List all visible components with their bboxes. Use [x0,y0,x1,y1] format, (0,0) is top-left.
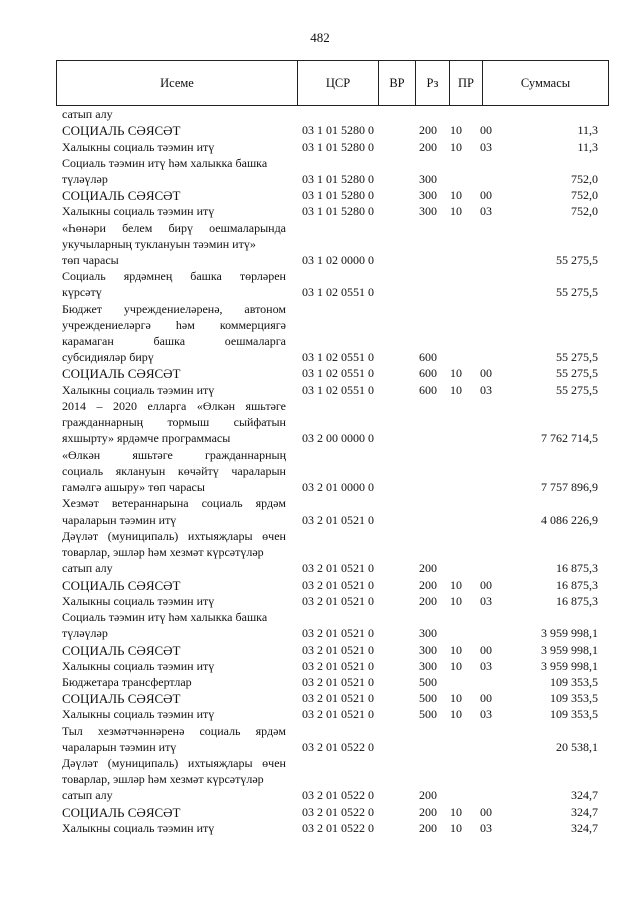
row-sum: 109 353,5 [550,691,598,705]
row-name: «Өлкән яшьтәге гражданнарның [62,448,286,462]
row-vr: 200 [419,140,437,154]
row-name: Халыкны социаль тәэмин итү [62,204,215,218]
row-name: Бюджет учреждениеләренә, автоном [62,302,286,316]
row-name: сатып алу [62,107,113,121]
row-name: төп чарасы [62,253,119,267]
row-name: күрсәтү [62,285,102,299]
row-sum: 16 875,3 [556,578,598,592]
table-row [0,513,640,528]
row-name: Социаль тәэмин итү һәм халыкка башка [62,156,268,170]
row-pr: 00 [480,578,492,592]
row-rz: 10 [450,821,462,835]
row-sum: 109 353,5 [550,707,598,721]
row-vr: 600 [419,350,437,364]
row-name: СОЦИАЛЬ СӘЯСӘТ [62,691,181,706]
table-row [0,740,640,755]
row-csr: 03 1 02 0551 0 [302,383,374,397]
row-name: «Һөнәри белем бирү оешмаларында [62,221,286,235]
table-row [0,772,640,787]
row-sum: 11,3 [577,140,598,154]
table-row [0,107,640,122]
row-csr: 03 2 01 0521 0 [302,643,374,657]
row-name: Халыкны социаль тәэмин итү [62,659,215,673]
row-pr: 00 [480,805,492,819]
row-pr: 03 [480,204,492,218]
table-row [0,366,640,381]
table-row [0,204,640,219]
table-row [0,578,640,593]
row-vr: 500 [419,707,437,721]
row-name: гамәлгә ашыру» төп чарасы [62,480,205,494]
row-name: субсидияләр бирү [62,350,154,364]
row-name: СОЦИАЛЬ СӘЯСӘТ [62,578,181,593]
row-vr: 300 [419,659,437,673]
table-row [0,285,640,300]
row-vr: 200 [419,821,437,835]
row-csr: 03 2 01 0521 0 [302,691,374,705]
table-row [0,269,640,284]
row-pr: 03 [480,707,492,721]
table-row [0,545,640,560]
row-vr: 300 [419,188,437,202]
row-pr: 03 [480,383,492,397]
row-sum: 324,7 [571,788,598,802]
row-pr: 00 [480,188,492,202]
row-name: сатып алу [62,561,113,575]
row-name: сатып алу [62,788,113,802]
row-name: СОЦИАЛЬ СӘЯСӘТ [62,805,181,820]
table-row [0,350,640,365]
row-name: Дәүләт (муниципаль) ихтыяҗлары өчен [62,529,286,543]
row-name: Тыл хезмәтчәннәренә социаль ярдәм [62,724,286,738]
row-pr: 03 [480,594,492,608]
row-name: чараларын тәэмин итү [62,740,177,754]
table-row [0,399,640,414]
row-csr: 03 2 01 0521 0 [302,659,374,673]
row-pr: 03 [480,659,492,673]
row-csr: 03 1 02 0000 0 [302,253,374,267]
row-rz: 10 [450,594,462,608]
table-row [0,318,640,333]
row-rz: 10 [450,383,462,397]
table-row [0,221,640,236]
header-name: Исеме [160,75,194,90]
row-csr: 03 2 00 0000 0 [302,431,374,445]
table-row [0,431,640,446]
row-vr: 500 [419,691,437,705]
row-csr: 03 2 01 0522 0 [302,805,374,819]
row-vr: 600 [419,383,437,397]
row-sum: 16 875,3 [556,561,598,575]
row-csr: 03 2 01 0522 0 [302,740,374,754]
row-name: СОЦИАЛЬ СӘЯСӘТ [62,123,181,138]
header-pr: ПР [449,61,482,105]
row-csr: 03 2 01 0522 0 [302,788,374,802]
row-csr: 03 2 01 0521 0 [302,578,374,592]
row-vr: 200 [419,805,437,819]
row-sum: 324,7 [571,805,598,819]
row-sum: 3 959 998,1 [541,626,598,640]
page-number: 482 [310,30,330,45]
table-row [0,529,640,544]
row-sum: 3 959 998,1 [541,659,598,673]
row-sum: 109 353,5 [550,675,598,689]
table-row [0,415,640,430]
table-row [0,237,640,252]
row-csr: 03 1 01 5280 0 [302,188,374,202]
table-row [0,561,640,576]
row-csr: 03 2 01 0000 0 [302,480,374,494]
table-row [0,707,640,722]
row-sum: 11,3 [577,123,598,137]
row-pr: 03 [480,140,492,154]
row-pr: 00 [480,123,492,137]
table-row [0,805,640,820]
row-csr: 03 2 01 0521 0 [302,513,374,527]
row-name: Халыкны социаль тәэмин итү [62,383,215,397]
row-csr: 03 1 02 0551 0 [302,366,374,380]
header-rz: Рз [415,61,449,105]
row-sum: 55 275,5 [556,350,598,364]
row-rz: 10 [450,707,462,721]
row-rz: 10 [450,643,462,657]
row-name: Хезмәт ветераннарына социаль ярдәм [62,496,286,510]
row-vr: 200 [419,788,437,802]
row-vr: 500 [419,675,437,689]
table-row [0,659,640,674]
row-vr: 200 [419,561,437,575]
row-name: түләүләр [62,172,108,186]
row-pr: 00 [480,366,492,380]
table-row [0,788,640,803]
row-name: Дәүләт (муниципаль) ихтыяҗлары өчен [62,756,286,770]
table-row [0,675,640,690]
table-row [0,496,640,511]
row-name: Бюджетара трансфертлар [62,675,192,689]
row-name: товарлар, эшләр һәм хезмәт күрсәтүләр [62,772,264,786]
row-vr: 200 [419,123,437,137]
row-sum: 752,0 [571,172,598,186]
table-row [0,156,640,171]
row-sum: 752,0 [571,204,598,218]
table-row [0,464,640,479]
row-rz: 10 [450,578,462,592]
row-vr: 600 [419,366,437,380]
table-row [0,626,640,641]
row-rz: 10 [450,366,462,380]
row-name: Социаль ярдәмнең башка төрләрен [62,269,286,283]
table-row [0,123,640,138]
row-csr: 03 1 01 5280 0 [302,204,374,218]
row-sum: 16 875,3 [556,594,598,608]
row-name: Социаль тәэмин итү һәм халыкка башка [62,610,268,624]
table-row [0,643,640,658]
row-csr: 03 2 01 0521 0 [302,626,374,640]
table-row [0,756,640,771]
table-row [0,448,640,463]
table-row [0,383,640,398]
row-csr: 03 2 01 0522 0 [302,821,374,835]
row-pr: 00 [480,691,492,705]
row-csr: 03 2 01 0521 0 [302,675,374,689]
table-row [0,188,640,203]
row-name: СОЦИАЛЬ СӘЯСӘТ [62,643,181,658]
row-rz: 10 [450,188,462,202]
row-csr: 03 1 01 5280 0 [302,140,374,154]
row-rz: 10 [450,691,462,705]
row-sum: 752,0 [571,188,598,202]
row-pr: 03 [480,821,492,835]
row-sum: 7 762 714,5 [541,431,598,445]
row-name: СОЦИАЛЬ СӘЯСӘТ [62,366,181,381]
table-row [0,691,640,706]
row-vr: 200 [419,594,437,608]
row-name: социаль яклануын көчәйтү чараларын [62,464,286,478]
table-row [0,610,640,625]
row-csr: 03 2 01 0521 0 [302,561,374,575]
row-rz: 10 [450,805,462,819]
table-row [0,140,640,155]
row-csr: 03 1 02 0551 0 [302,285,374,299]
row-name: чараларын тәэмин итү [62,513,177,527]
table-row [0,594,640,609]
row-name: Халыкны социаль тәэмин итү [62,140,215,154]
row-name: товарлар, эшләр һәм хезмәт күрсәтүләр [62,545,264,559]
row-name: гражданнарның тормыш сыйфатын [62,415,286,429]
row-sum: 7 757 896,9 [541,480,598,494]
row-name: карамаган башка оешмаларга [62,334,286,348]
row-csr: 03 1 02 0551 0 [302,350,374,364]
row-rz: 10 [450,204,462,218]
row-vr: 300 [419,643,437,657]
row-name: учреждениеләргә һәм коммерциягә [62,318,286,332]
row-sum: 324,7 [571,821,598,835]
row-name: СОЦИАЛЬ СӘЯСӘТ [62,188,181,203]
row-name: Халыкны социаль тәэмин итү [62,707,215,721]
header-vr: ВР [378,61,415,105]
row-rz: 10 [450,659,462,673]
row-name: Халыкны социаль тәэмин итү [62,821,215,835]
row-csr: 03 2 01 0521 0 [302,707,374,721]
row-name: яхшырту» ярдәмче программасы [62,431,231,445]
row-name: укучыларның туклануын тәэмин итү» [62,237,256,251]
row-name: 2014 – 2020 елларга «Өлкән яшьтәге [62,399,286,413]
row-vr: 300 [419,626,437,640]
row-sum: 55 275,5 [556,366,598,380]
table-row [0,253,640,268]
table-row [0,821,640,836]
row-rz: 10 [450,140,462,154]
table-row [0,724,640,739]
row-vr: 200 [419,578,437,592]
table-row [0,480,640,495]
row-vr: 300 [419,204,437,218]
header-sum: Суммасы [482,61,608,105]
row-csr: 03 1 01 5280 0 [302,123,374,137]
row-csr: 03 1 01 5280 0 [302,172,374,186]
table-row [0,334,640,349]
row-rz: 10 [450,123,462,137]
row-sum: 55 275,5 [556,383,598,397]
row-sum: 4 086 226,9 [541,513,598,527]
row-pr: 00 [480,643,492,657]
row-name: Халыкны социаль тәэмин итү [62,594,215,608]
row-name: түләүләр [62,626,108,640]
table-row [0,172,640,187]
row-sum: 20 538,1 [556,740,598,754]
table-header [56,60,609,106]
row-sum: 3 959 998,1 [541,643,598,657]
table-row [0,302,640,317]
row-vr: 300 [419,172,437,186]
header-csr: ЦСР [297,61,378,105]
row-csr: 03 2 01 0521 0 [302,594,374,608]
row-sum: 55 275,5 [556,253,598,267]
row-sum: 55 275,5 [556,285,598,299]
